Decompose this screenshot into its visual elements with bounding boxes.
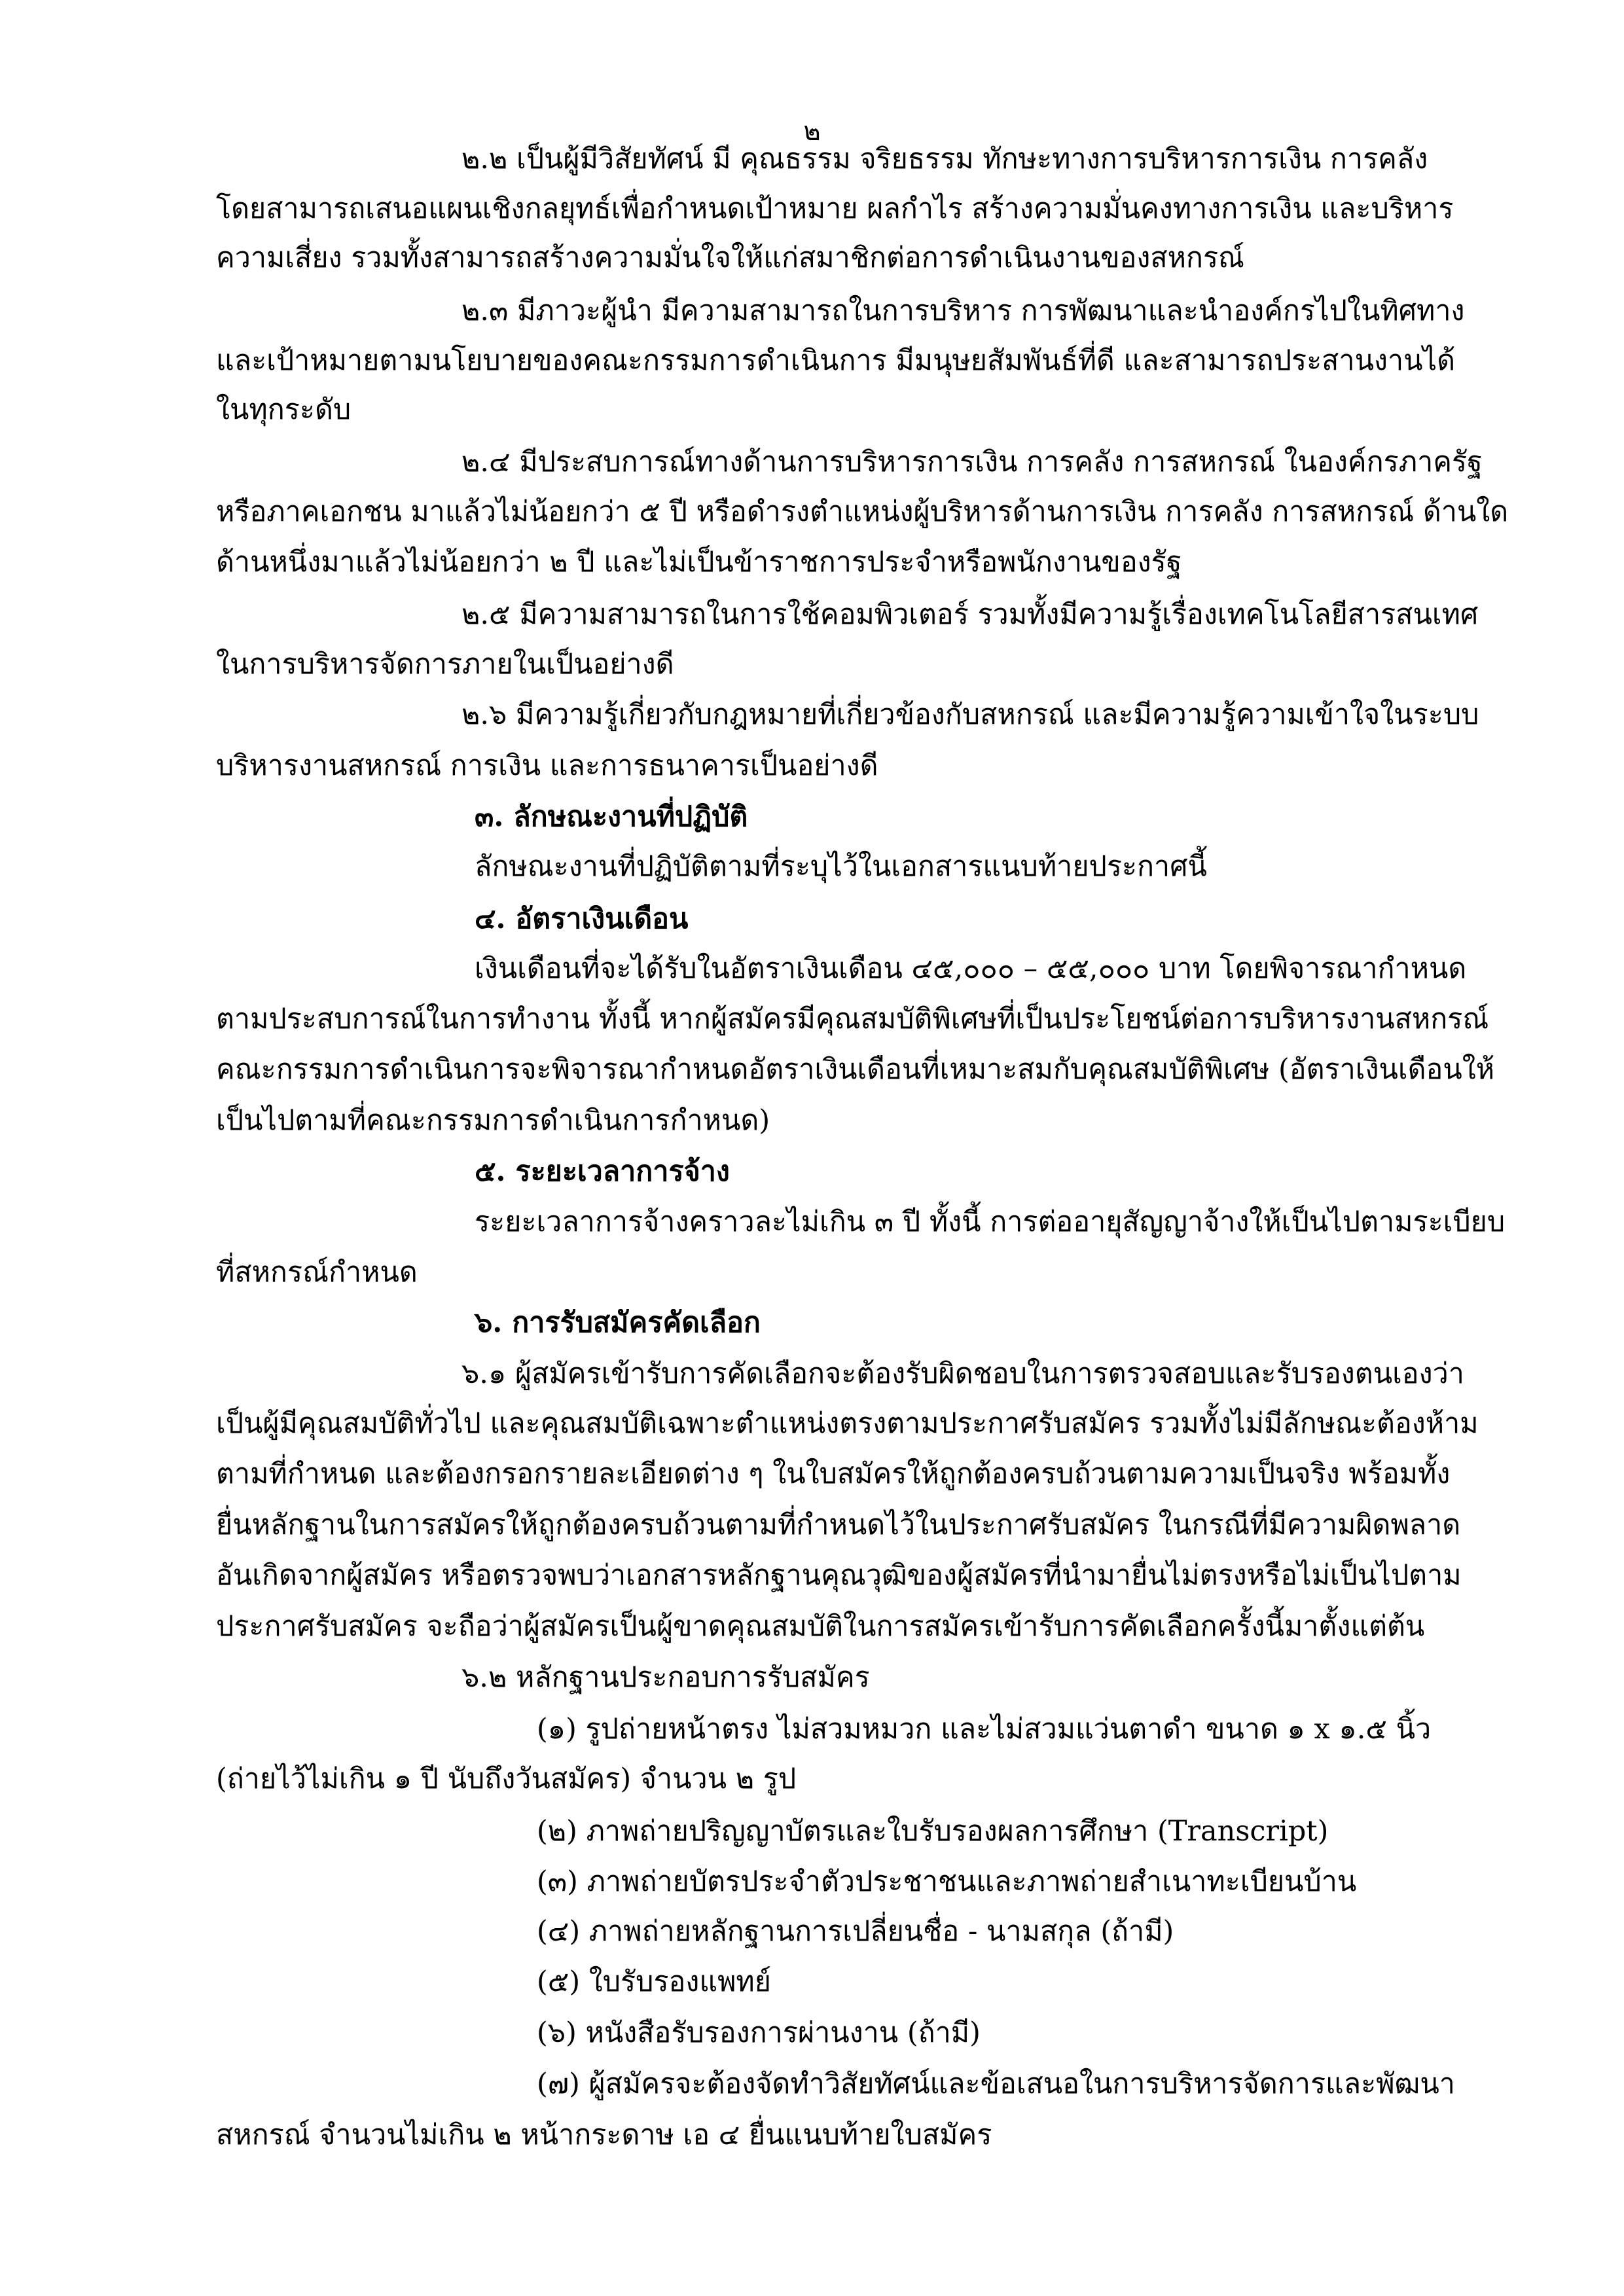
paragraph-line: ในการบริหารจัดการภายในเป็นอย่างดี (216, 648, 674, 681)
paragraph-line: ความเสี่ยง รวมทั้งสามารถสร้างความมั่นใจให้แก่สมาชิกต่อการดำเนินงานของสหกรณ์ (216, 242, 1244, 274)
paragraph-line: อันเกิดจากผู้สมัคร หรือตรวจพบว่าเอกสารหลักฐานคุณวุฒิของผู้สมัครที่นำมายื่นไม่ตรงหรือไม่เป็นไปตาม (216, 1559, 1462, 1592)
paragraph-line: (ถ่ายไว้ไม่เกิน ๑ ปี นับถึงวันสมัคร) จำนวน ๒ รูป (216, 1763, 797, 1795)
section-heading: ๔. อัตราเงินเดือน (475, 903, 689, 935)
paragraph-line: โดยสามารถเสนอแผนเชิงกลยุทธ์เพื่อกำหนดเป้าหมาย ผลกำไร สร้างความมั่นคงทางการเงิน และบริหาร (216, 192, 1454, 225)
paragraph-line: เป็นไปตามที่คณะกรรมการดำเนินการกำหนด) (216, 1104, 770, 1137)
paragraph-line: ลักษณะงานที่ปฏิบัติตามที่ระบุไว้ในเอกสารแนบท้ายประกาศนี้ (475, 850, 1207, 883)
paragraph-line: ด้านหนึ่งมาแล้วไม่น้อยกว่า ๒ ปี และไม่เป็นข้าราชการประจำหรือพนักงานของรัฐ (216, 546, 1182, 579)
paragraph-line: ๒.๖ มีความรู้เกี่ยวกับกฎหมายที่เกี่ยวข้องกับสหกรณ์ และมีความรู้ความเข้าใจในระบบ (461, 698, 1479, 731)
section-heading: ๓. ลักษณะงานที่ปฏิบัติ (475, 800, 748, 833)
paragraph-line: ๒.๕ มีความสามารถในการใช้คอมพิวเตอร์ รวมทั้งมีความรู้เรื่องเทคโนโลยีสารสนเทศ (461, 598, 1479, 631)
paragraph-line: หรือภาคเอกชน มาแล้วไม่น้อยกว่า ๕ ปี หรือดำรงตำแหน่งผู้บริหารด้านการเงิน การคลัง การสหกรณ์ ด้านใด (216, 495, 1509, 528)
paragraph-line: ๒.๔ มีประสบการณ์ทางด้านการบริหารการเงิน การคลัง การสหกรณ์ ในองค์กรภาครัฐ (461, 446, 1483, 478)
list-item: (๗) ผู้สมัครจะต้องจัดทำวิสัยทัศน์และข้อเสนอในการบริหารจัดการและพัฒนา (537, 2068, 1455, 2100)
paragraph-line: ที่สหกรณ์กำหนด (216, 1256, 418, 1289)
paragraph-line: เงินเดือนที่จะได้รับในอัตราเงินเดือน ๔๕,๐๐๐ – ๕๕,๐๐๐ บาท โดยพิจารณากำหนด (475, 952, 1467, 985)
list-item: (๑) รูปถ่ายหน้าตรง ไม่สวมหมวก และไม่สวมแว่นตาดำ ขนาด ๑ x ๑.๕ นิ้ว (537, 1713, 1432, 1746)
section-heading: ๕. ระยะเวลาการจ้าง (475, 1155, 730, 1188)
section-heading: ๖. การรับสมัครคัดเลือก (475, 1306, 761, 1339)
paragraph-line: สหกรณ์ จำนวนไม่เกิน ๒ หน้ากระดาษ เอ ๔ ยื่นแนบท้ายใบสมัคร (216, 2119, 992, 2151)
list-item: (๕) ใบรับรองแพทย์ (537, 1965, 771, 1998)
paragraph-line: ในทุกระดับ (216, 393, 352, 426)
paragraph-line: ๖.๑ ผู้สมัครเข้ารับการคัดเลือกจะต้องรับผิดชอบในการตรวจสอบและรับรองตนเองว่า (461, 1357, 1464, 1390)
paragraph-line: คณะกรรมการดำเนินการจะพิจารณากำหนดอัตราเงินเดือนที่เหมาะสมกับคุณสมบัติพิเศษ (อัตราเงินเดือนให้ (216, 1053, 1495, 1086)
page-number: ๒ (803, 117, 821, 147)
paragraph-line: บริหารงานสหกรณ์ การเงิน และการธนาคารเป็นอย่างดี (216, 749, 878, 782)
paragraph-line: ๒.๒ เป็นผู้มีวิสัยทัศน์ มี คุณธรรม จริยธรรม ทักษะทางการบริหารการเงิน การคลัง (461, 143, 1428, 175)
list-item: (๖) หนังสือรับรองการผ่านงาน (ถ้ามี) (537, 2017, 981, 2049)
paragraph-line: ยื่นหลักฐานในการสมัครให้ถูกต้องครบถ้วนตามที่กำหนดไว้ในประกาศรับสมัคร ในกรณีที่มีความผิดพลาด (216, 1509, 1461, 1541)
list-item: (๒) ภาพถ่ายปริญญาบัตรและใบรับรองผลการศึกษา (Transcript) (537, 1815, 1329, 1848)
paragraph-line: และเป้าหมายตามนโยบายของคณะกรรมการดำเนินการ มีมนุษยสัมพันธ์ที่ดี และสามารถประสานงานได้ (216, 344, 1456, 377)
paragraph-line: เป็นผู้มีคุณสมบัติทั่วไป และคุณสมบัติเฉพาะตำแหน่งตรงตามประกาศรับสมัคร รวมทั้งไม่มีลักษณะต้องห้าม (216, 1407, 1479, 1440)
paragraph-line: ประกาศรับสมัคร จะถือว่าผู้สมัครเป็นผู้ขาดคุณสมบัติในการสมัครเข้ารับการคัดเลือกครั้งนี้มาตั้งแต่ต้น (216, 1610, 1425, 1643)
paragraph-line: ตามประสบการณ์ในการทำงาน ทั้งนี้ หากผู้สมัครมีคุณสมบัติพิเศษที่เป็นประโยชน์ต่อการบริหารงานสหกรณ์ (216, 1003, 1489, 1035)
paragraph-line: ระยะเวลาการจ้างคราวละไม่เกิน ๓ ปี ทั้งนี้ การต่ออายุสัญญาจ้างให้เป็นไปตามระเบียบ (475, 1206, 1506, 1238)
list-item: (๔) ภาพถ่ายหลักฐานการเปลี่ยนชื่อ - นามสกุล (ถ้ามี) (537, 1915, 1174, 1948)
list-item: (๓) ภาพถ่ายบัตรประจำตัวประชาชนและภาพถ่ายสำเนาทะเบียนบ้าน (537, 1865, 1357, 1898)
paragraph-line: ๖.๒ หลักฐานประกอบการรับสมัคร (461, 1661, 870, 1694)
paragraph-line: ตามที่กำหนด และต้องกรอกรายละเอียดต่าง ๆ ในใบสมัครให้ถูกต้องครบถ้วนตามความเป็นจริง พร้อมทั้ง (216, 1458, 1451, 1490)
paragraph-line: ๒.๓ มีภาวะผู้นำ มีความสามารถในการบริหาร การพัฒนาและนำองค์กรไปในทิศทาง (461, 295, 1465, 327)
